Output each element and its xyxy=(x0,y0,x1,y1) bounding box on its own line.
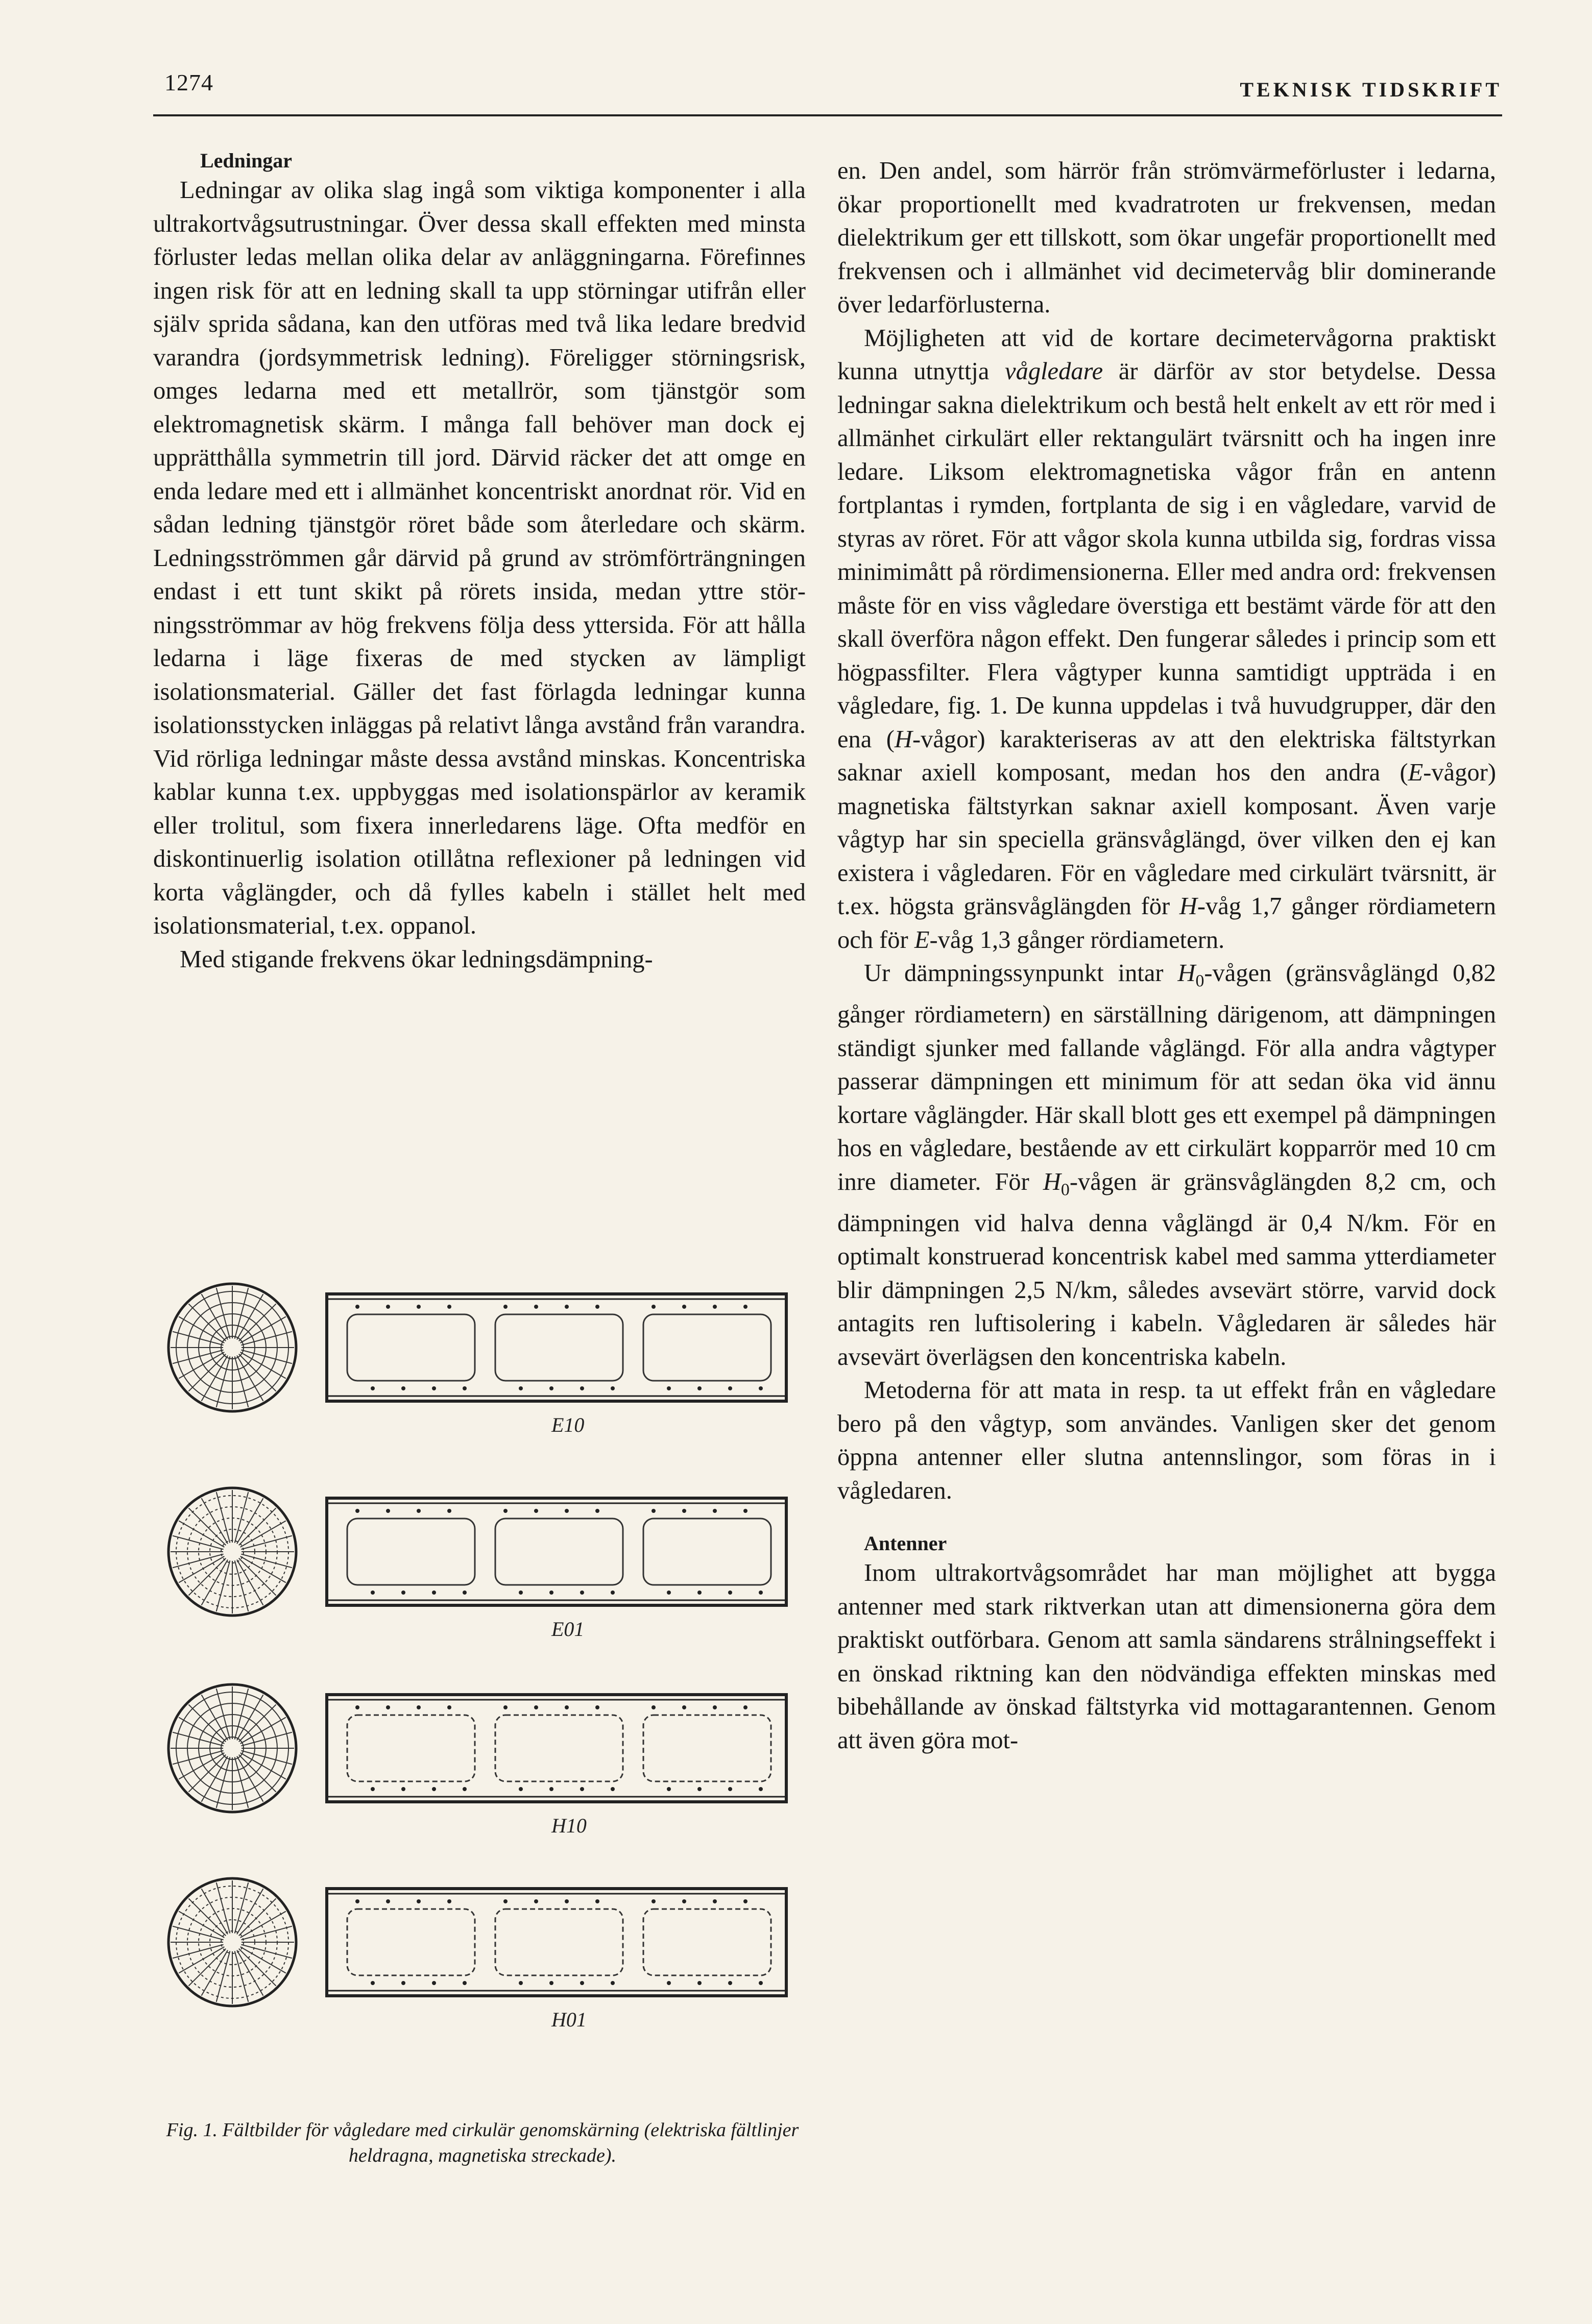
figure-row-e01 xyxy=(168,1488,786,1641)
paragraph-metoderna: Metoderna för att mata in resp. ta ut effekt från en vågledare bero på den vågtyp, som användes. Vanligen sker det genom öppna antenner eller slutna antennslingor, som föras in i vågledaren. xyxy=(837,1377,1496,1504)
italic-h0: H xyxy=(1177,960,1196,987)
field-dot xyxy=(463,1591,467,1595)
field-dot xyxy=(580,1386,584,1390)
field-dot xyxy=(580,1591,584,1595)
field-line xyxy=(188,1508,226,1545)
field-line xyxy=(188,1304,226,1341)
figure-caption: Fig. 1. Fältbilder för vågledare med cirkulär genomskärning (elektriska fältlinjer heldragna, magnetiska streckade). xyxy=(166,2119,799,2166)
field-dot xyxy=(534,1509,538,1513)
field-dot xyxy=(667,1981,671,1985)
field-loop xyxy=(643,1314,771,1381)
field-dot xyxy=(728,1981,732,1985)
paragraph-antenner: Inom ultrakortvågsområdet har man möjlighet att bygga antenner med stark riktverkan utan att dimensionerna göra dem praktiskt outförbara. Genom att samla sändarens strålningseffekt i en önskad riktning kan den nödvändiga effekten minskas med bibehållande av önskad fältstyrka vid mottagarantennen. Genom att även göra mot- xyxy=(837,1559,1496,1754)
field-dot xyxy=(432,1591,436,1595)
figure-row-h01 xyxy=(168,1878,786,2031)
field-dot xyxy=(580,1981,584,1985)
field-dot xyxy=(519,1591,523,1595)
italic-h: H xyxy=(894,725,912,753)
field-dot xyxy=(728,1787,732,1791)
field-line xyxy=(188,1755,226,1792)
field-loop xyxy=(643,1715,771,1781)
field-dot xyxy=(743,1305,747,1309)
italic-h: H xyxy=(1179,893,1197,920)
field-dot xyxy=(759,1386,763,1390)
text-run: är därför av stor betydelse. Dessa ledningar sakna dielektrikum och bestå helt enkelt av ett rör med i allmänhet cirkulärt eller rektangulärt tvärsnitt och ha ingen inre ledare. Liksom elektromagnetiska vågor från en antenn fortplantas i rymden, fortplanta de sig i en vågledare, varvid de styras av röret. För att vågor skola kunna utbilda sig, fordras vissa minimimått på rördimensionerna. Eller med andra ord: frekvensen måste för en viss vågledare överstiga ett bestämt värde för att den skall överföra någon effekt. Den fungerar således i princip som ett högpassfilter. Flera vågtyper kunna samtidigt uppträda i en vågledare, fig. 1. De kunna uppdelas i två huvudgrupper, där den ena ( xyxy=(837,358,1496,753)
field-loop xyxy=(643,1519,771,1585)
section-heading-ledningar: Ledningar xyxy=(200,149,293,172)
paragraph-ledningar: Ledningar av olika slag ingå som viktiga komponenter i alla ultrakortvågsutrustningar. Över dessa skall effekten med minsta förluster ledas mellan olika delar av anläggningarna. Förefinnes ingen risk för att en ledning skall ta upp störningar utifrån eller själv sprida sådana, kan den utföras med två lika ledare bredvid varandra (jordsymmetrisk ledning). Föreligger störningsrisk, omges ledarna med ett metallrör, som tjänstgör som elektromagnetisk skärm. I många fall behöver man dock ej upprätthålla symmetrin till jord. Därvid räcker det att omge en enda ledare med ett i allmänhet koncentriskt anordnat rör. Vid en sådan ledning tjänstgör röret både som återledare och skärm. Ledningsströmmen går därvid på grund av strömförträngningen endast i ett tunt skikt på rörets insida, medan yttre störningsströmmar av hög frekvens följa dess yttersida. För att hålla ledarna i läge fixeras de med stycken av lämpligt isolationsmaterial. Gäller det fast förlagda ledningar kunna isolationsstycken inläggas på relativt långa avstånd från varandra. Vid rörliga ledningar måste dessa avstånd minskas. Koncentriska kablar kunna t.ex. uppbyggas med isolationspärlor av keramik eller trolitul, som fixera innerledarens läge. Ofta medför en diskontinuerlig isolation otillåtna reflexioner på ledningen vid korta våglängder, och då fylles kabeln i stället helt med isolationsmaterial, t.ex. oppanol. xyxy=(153,177,806,939)
field-dot xyxy=(667,1591,671,1595)
field-dot xyxy=(743,1509,747,1513)
field-dot xyxy=(447,1705,451,1709)
mode-label: H10 xyxy=(551,1814,587,1837)
field-dot xyxy=(697,1787,702,1791)
field-dot xyxy=(386,1305,390,1309)
field-dot xyxy=(463,1386,467,1390)
section-heading-antenner: Antenner xyxy=(864,1532,947,1555)
field-dot xyxy=(371,1591,375,1595)
field-dot xyxy=(713,1509,717,1513)
field-dot xyxy=(697,1591,702,1595)
field-dot xyxy=(565,1899,569,1903)
field-line xyxy=(239,1354,276,1391)
subscript-zero: 0 xyxy=(1195,971,1204,991)
field-dot xyxy=(595,1899,599,1903)
field-dot xyxy=(549,1981,553,1985)
field-loop xyxy=(495,1519,623,1585)
field-dot xyxy=(519,1981,523,1985)
italic-h0: H xyxy=(1043,1168,1061,1195)
field-dot xyxy=(728,1591,732,1595)
field-dot xyxy=(463,1787,467,1791)
field-dot xyxy=(611,1787,615,1791)
field-dot xyxy=(463,1981,467,1985)
header-rule xyxy=(153,114,1502,116)
field-dot xyxy=(759,1981,763,1985)
field-dot xyxy=(682,1899,686,1903)
field-dot xyxy=(682,1305,686,1309)
field-loop xyxy=(643,1909,771,1975)
field-dot xyxy=(713,1305,717,1309)
field-dot xyxy=(682,1509,686,1513)
field-dot xyxy=(580,1787,584,1791)
field-dot xyxy=(759,1787,763,1791)
mode-label: H01 xyxy=(551,2008,587,2031)
field-dot xyxy=(401,1981,405,1985)
field-loop xyxy=(495,1909,623,1975)
field-dot xyxy=(447,1509,451,1513)
text-run: -våg 1,7 gånger rördiametern och för xyxy=(837,893,1496,953)
longitudinal-section xyxy=(327,1294,786,1401)
field-line xyxy=(239,1755,276,1792)
field-loop xyxy=(495,1715,623,1781)
field-loop xyxy=(347,1715,475,1781)
field-dot xyxy=(447,1899,451,1903)
figure-svg xyxy=(153,1261,807,2108)
field-dot xyxy=(503,1899,508,1903)
field-dot xyxy=(549,1386,553,1390)
field-dot xyxy=(667,1787,671,1791)
field-dot xyxy=(401,1591,405,1595)
field-loop xyxy=(347,1314,475,1381)
field-dot xyxy=(386,1705,390,1709)
field-dot xyxy=(355,1705,359,1709)
subscript-zero: 0 xyxy=(1060,1180,1070,1200)
paragraph-continuation: en. Den andel, som härrör från strömvärmeförluster i ledarna, ökar proportionellt med kvadratroten ur frekvensen, medan dielektrikum ger ett tillskott, som ökar ungefär proportionellt med frekvensen och i allmänhet vid decimetervåg blir dominerande över ledarförlusterna. xyxy=(837,157,1496,318)
left-column xyxy=(153,148,806,976)
longitudinal-section xyxy=(327,1889,786,1996)
field-dot xyxy=(432,1386,436,1390)
field-dot xyxy=(417,1705,421,1709)
field-dot xyxy=(355,1509,359,1513)
right-column xyxy=(837,154,1496,1757)
field-dot xyxy=(401,1386,405,1390)
field-loop xyxy=(495,1314,623,1381)
text-run: Möjligheten att vid de kortare decimetervågorna praktiskt kunna utnyttja xyxy=(837,324,1496,385)
field-line xyxy=(188,1704,226,1742)
field-dot xyxy=(697,1981,702,1985)
mode-label: E01 xyxy=(551,1618,585,1641)
italic-vagledare: vågledare xyxy=(1005,358,1103,385)
longitudinal-section xyxy=(327,1695,786,1802)
field-dot xyxy=(595,1705,599,1709)
field-line xyxy=(188,1354,226,1391)
field-dot xyxy=(355,1305,359,1309)
field-loop xyxy=(347,1909,475,1975)
field-dot xyxy=(519,1787,523,1791)
paragraph-dampningssynpunkt xyxy=(837,957,1496,1374)
text-run: -vågor) karakteriseras av att den elektriska fältstyrkan saknar axiell komposant, medan hos den andra ( xyxy=(837,725,1496,786)
field-dot xyxy=(417,1899,421,1903)
longitudinal-section xyxy=(327,1498,786,1605)
field-dot xyxy=(519,1386,523,1390)
field-dot xyxy=(432,1787,436,1791)
field-dot xyxy=(534,1705,538,1709)
text-run: Ur dämpningssynpunkt intar xyxy=(864,960,1178,987)
field-line xyxy=(188,1949,226,1986)
figure-waveguide-fields xyxy=(153,1261,807,2108)
field-dot xyxy=(759,1591,763,1595)
field-loop xyxy=(347,1519,475,1585)
field-dot xyxy=(386,1899,390,1903)
text-run: -våg 1,3 gånger rördiametern. xyxy=(929,926,1225,953)
field-dot xyxy=(682,1705,686,1709)
italic-e: E xyxy=(1408,759,1424,786)
field-dot xyxy=(417,1305,421,1309)
paragraph-dampning-start: Med stigande frekvens ökar ledningsdämpning- xyxy=(180,945,653,973)
field-dot xyxy=(447,1305,451,1309)
field-dot xyxy=(355,1899,359,1903)
text-run: -vågor) magnetiska fältstyrkan saknar axiell komposant. Även varje vågtyp har sin speciella gränsvåglängd, över vilken den ej kan existera i vågledaren. För en vågledare med cirkulärt tvärsnitt, är t.ex. högsta gränsvåglängden för xyxy=(837,759,1496,920)
figure-row-h10 xyxy=(168,1684,786,1837)
field-dot xyxy=(503,1705,508,1709)
field-dot xyxy=(595,1305,599,1309)
field-dot xyxy=(565,1305,569,1309)
figure-rows xyxy=(168,1284,786,2031)
figure-row-e10 xyxy=(168,1284,786,1436)
field-dot xyxy=(652,1899,656,1903)
field-dot xyxy=(534,1899,538,1903)
field-dot xyxy=(611,1386,615,1390)
mode-label: E10 xyxy=(551,1413,585,1436)
field-dot xyxy=(417,1509,421,1513)
field-dot xyxy=(432,1981,436,1985)
field-dot xyxy=(611,1591,615,1595)
field-dot xyxy=(565,1705,569,1709)
field-dot xyxy=(713,1899,717,1903)
field-line xyxy=(239,1304,276,1341)
field-dot xyxy=(652,1705,656,1709)
field-dot xyxy=(549,1591,553,1595)
field-dot xyxy=(549,1787,553,1791)
field-dot xyxy=(371,1386,375,1390)
field-line xyxy=(239,1508,276,1545)
field-dot xyxy=(611,1981,615,1985)
field-dot xyxy=(503,1509,508,1513)
field-line xyxy=(239,1704,276,1742)
field-dot xyxy=(534,1305,538,1309)
field-dot xyxy=(595,1509,599,1513)
field-dot xyxy=(743,1899,747,1903)
page-number: 1274 xyxy=(164,69,213,95)
field-dot xyxy=(371,1787,375,1791)
text-run: -vågen är gränsvåglängden 8,2 cm, och dämpningen vid halva denna våglängd är 0,4 N/km. För en optimalt konstruerad koncentrisk kabel med samma ytterdiameter blir dämpningen 2,5 N/km, således avsevärt större, varvid dock antagits ren luftisolering i kabeln. Vågledaren är således här avsevärt överlägsen den koncentriska kabeln. xyxy=(837,1168,1496,1371)
field-line xyxy=(239,1949,276,1986)
paragraph-vagledare xyxy=(837,322,1496,957)
field-line xyxy=(239,1898,276,1936)
field-dot xyxy=(386,1509,390,1513)
field-dot xyxy=(697,1386,702,1390)
field-dot xyxy=(728,1386,732,1390)
field-dot xyxy=(743,1705,747,1709)
field-dot xyxy=(652,1305,656,1309)
field-dot xyxy=(371,1981,375,1985)
running-head: TEKNISK TIDSKRIFT xyxy=(1240,78,1502,101)
field-line xyxy=(239,1558,276,1596)
italic-e: E xyxy=(914,926,930,953)
field-line xyxy=(188,1898,226,1936)
field-dot xyxy=(652,1509,656,1513)
text-run: -vågen (gränsvåglängd 0,82 gånger rördiametern) en särställning därigenom, att dämpningen ständigt sjunker med fallande våglängd. För alla andra vågtyper passerar dämpningen ett minimum för att sedan öka vid ännu kortare våglängder. Här skall blott ges ett exempel på dämpningen hos en vågledare, bestående av ett cirkulärt kopparrör med 10 cm inre diameter. För xyxy=(837,960,1496,1195)
field-dot xyxy=(713,1705,717,1709)
field-dot xyxy=(565,1509,569,1513)
field-dot xyxy=(667,1386,671,1390)
field-dot xyxy=(401,1787,405,1791)
field-dot xyxy=(503,1305,508,1309)
field-line xyxy=(188,1558,226,1596)
